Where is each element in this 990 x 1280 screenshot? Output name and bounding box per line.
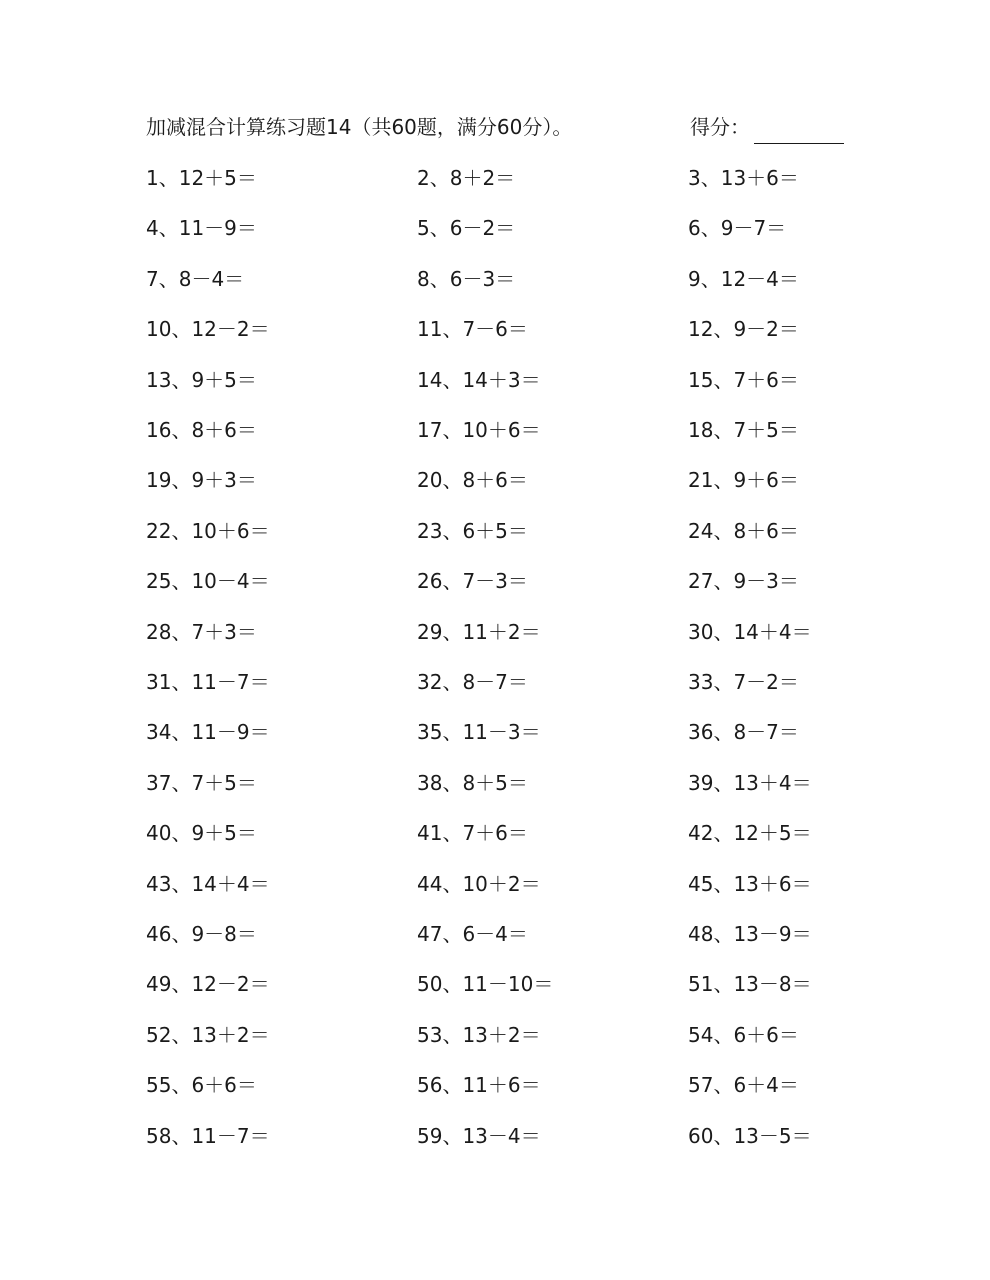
problem-item: 37、7＋5＝ (146, 770, 257, 795)
problem-item: 55、6＋6＝ (146, 1073, 257, 1098)
problem-item: 2、8＋2＝ (417, 166, 516, 190)
problem-item: 1、12＋5＝ (146, 166, 257, 190)
worksheet-header (146, 110, 846, 144)
problem-item: 31、11－7＝ (146, 670, 270, 694)
problem-item: 49、12－2＝ (146, 972, 270, 997)
score-blank-line[interactable] (754, 121, 844, 144)
problem-item: 44、10＋2＝ (417, 871, 541, 896)
problem-item: 36、8－7＝ (688, 720, 799, 745)
problem-item: 33、7－2＝ (688, 670, 799, 694)
problem-item: 17、10＋6＝ (417, 418, 541, 442)
problem-item: 20、8＋6＝ (417, 468, 528, 493)
problem-item: 26、7－3＝ (417, 569, 528, 594)
problem-item: 41、7＋6＝ (417, 821, 528, 846)
problem-item: 8、6－3＝ (417, 266, 516, 291)
problem-item: 50、11－10＝ (417, 972, 554, 997)
problem-item: 59、13－4＝ (417, 1123, 541, 1148)
problem-item: 29、11＋2＝ (417, 619, 541, 644)
problem-item: 46、9－8＝ (146, 922, 257, 946)
problem-item: 43、14＋4＝ (146, 871, 270, 896)
problem-item: 35、11－3＝ (417, 720, 541, 745)
problem-item: 22、10＋6＝ (146, 518, 270, 543)
problem-item: 23、6＋5＝ (417, 518, 528, 543)
problem-item: 4、11－9＝ (146, 216, 257, 241)
problem-item: 47、6－4＝ (417, 922, 528, 946)
problem-item: 42、12＋5＝ (688, 821, 812, 846)
problem-item: 14、14＋3＝ (417, 367, 541, 392)
problem-item: 7、8－4＝ (146, 266, 245, 291)
problem-item: 54、6＋6＝ (688, 1022, 799, 1047)
problem-item: 52、13＋2＝ (146, 1022, 270, 1047)
worksheet-title: 加减混合计算练习题14（共60题，满分60分）。 (146, 115, 573, 139)
problem-item: 5、6－2＝ (417, 216, 516, 241)
problem-item: 19、9＋3＝ (146, 468, 257, 493)
problem-item: 58、11－7＝ (146, 1123, 270, 1148)
problem-item: 60、13－5＝ (688, 1123, 812, 1148)
problem-item: 16、8＋6＝ (146, 418, 257, 442)
problem-item: 12、9－2＝ (688, 317, 799, 342)
problem-item: 45、13＋6＝ (688, 871, 812, 896)
problem-item: 15、7＋6＝ (688, 367, 799, 392)
score-field (690, 110, 844, 144)
problem-item: 3、13＋6＝ (688, 166, 799, 190)
problem-item: 6、9－7＝ (688, 216, 787, 241)
problem-item: 56、11＋6＝ (417, 1073, 541, 1098)
problem-item: 28、7＋3＝ (146, 619, 257, 644)
problem-item: 57、6＋4＝ (688, 1073, 799, 1098)
problem-item: 18、7＋5＝ (688, 418, 799, 442)
problem-item: 13、9＋5＝ (146, 367, 257, 392)
problem-item: 27、9－3＝ (688, 569, 799, 594)
problem-item: 21、9＋6＝ (688, 468, 799, 493)
problem-item: 51、13－8＝ (688, 972, 812, 997)
problem-item: 24、8＋6＝ (688, 518, 799, 543)
problem-item: 39、13＋4＝ (688, 770, 812, 795)
problem-item: 25、10－4＝ (146, 569, 270, 594)
score-label: 得分： (690, 115, 750, 139)
problem-item: 48、13－9＝ (688, 922, 812, 946)
problem-item: 38、8＋5＝ (417, 770, 528, 795)
problem-item: 9、12－4＝ (688, 266, 799, 291)
problem-item: 32、8－7＝ (417, 670, 528, 694)
problem-item: 30、14＋4＝ (688, 619, 812, 644)
problem-item: 40、9＋5＝ (146, 821, 257, 846)
problem-item: 10、12－2＝ (146, 317, 270, 342)
problem-item: 11、7－6＝ (417, 317, 528, 342)
problem-item: 34、11－9＝ (146, 720, 270, 745)
problem-item: 53、13＋2＝ (417, 1022, 541, 1047)
